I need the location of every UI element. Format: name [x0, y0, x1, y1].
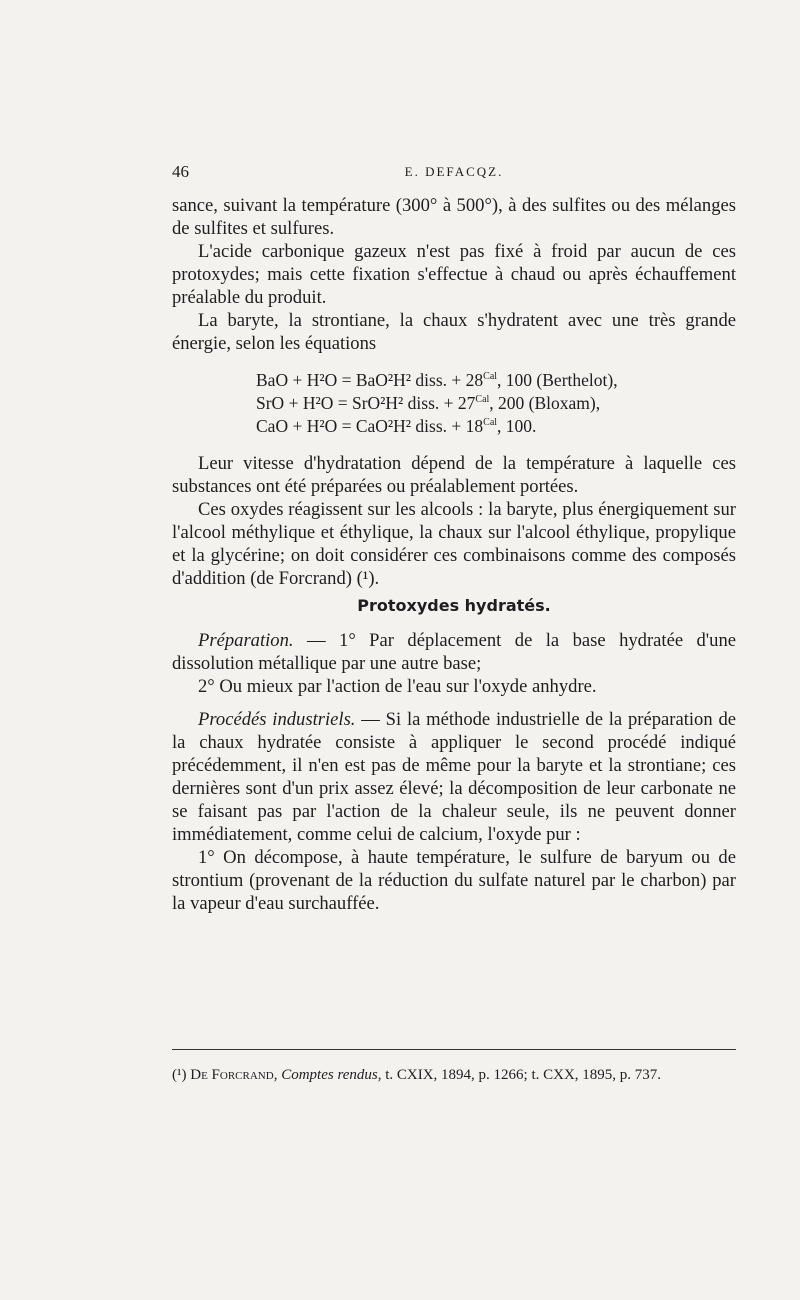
paragraph-procedes [172, 708, 736, 846]
paragraph-hydration: La baryte, la strontiane, la chaux s'hydratent avec une très grande énergie, selon les équations [172, 310, 736, 354]
footnote [172, 1066, 736, 1085]
equation-cao-rest: , 100. [497, 416, 537, 436]
equation-sro-unit: Cal [475, 394, 490, 406]
footnote-marker: (¹) [172, 1067, 191, 1083]
preparation-label: Préparation. [198, 630, 294, 651]
paragraph-alcohols: Ces oxydes réagissent sur les alcools : la baryte, plus énergiquement sur l'alcool méthylique et éthylique, la chaux sur l'alcool éthylique, propylique et la glycérine; on doit considérer ces combinaisons comme des composés d'addition (de Forcrand) (¹). [172, 499, 736, 589]
footnote-author: De Forcrand [190, 1067, 274, 1083]
equation-cao-lhs: CaO + H²O = CaO²H² diss. + 18 [256, 416, 484, 436]
page-body [172, 194, 736, 915]
paragraph-speed: Leur vitesse d'hydratation dépend de la température à laquelle ces substances ont été préparées ou préalablement portées. [172, 453, 736, 497]
paragraph-carbonic-acid: L'acide carbonique gazeux n'est pas fixé à froid par aucun de ces protoxydes; mais cette fixation s'effectue à chaud ou après échauffement préalable du produit. [172, 241, 736, 308]
equation-bao-lhs: BaO + H²O = BaO²H² diss. + 28 [256, 370, 484, 390]
paragraph-procedes-2: 1° On décompose, à haute température, le sulfure de baryum ou de strontium (provenant de la réduction du sulfate naturel par le charbon) par la vapeur d'eau surchauffée. [172, 847, 736, 914]
equation-bao [256, 369, 736, 392]
procedes-text: — Si la méthode industrielle de la préparation de la chaux hydratée consiste à appliquer le second procédé indiqué précédemment, il n'en est pas de même pour la baryte et la strontiane; ces dernières sont d'un prix assez élevé; la décomposition de leur carbonate ne se faisant pas par l'action de la chaleur seule, ils ne peuvent donner immédiatement, comme celui de calcium, l'oxyde pur : [172, 709, 736, 845]
page-number: 46 [172, 162, 189, 181]
equation-bao-unit: Cal [483, 371, 498, 383]
paragraph-continued: sance, suivant la température (300° à 500°), à des sulfites ou des mélanges de sulfites et sulfures. [172, 195, 736, 239]
equation-cao [256, 415, 736, 438]
paragraph-preparation-2: 2° Ou mieux par l'action de l'eau sur l'oxyde anhydre. [198, 676, 597, 697]
equation-sro-lhs: SrO + H²O = SrO²H² diss. + 27 [256, 393, 476, 413]
footnote-journal: Comptes rendus [281, 1067, 378, 1083]
section-heading: Protoxydes hydratés. [357, 596, 551, 615]
footnote-rule [172, 1049, 736, 1050]
page-header [172, 162, 736, 184]
equation-cao-unit: Cal [483, 417, 498, 429]
running-title: E. DEFACQZ. [404, 164, 504, 179]
paragraph-preparation [172, 629, 736, 675]
equation-sro-rest: , 200 (Bloxam), [489, 393, 601, 413]
footnote-sep: , [273, 1067, 282, 1083]
equation-sro [256, 392, 736, 415]
footnote-ref: , t. CXIX, 1894, p. 1266; t. CXX, 1895, p. 737. [377, 1067, 662, 1083]
procedes-label: Procédés industriels. [198, 709, 356, 730]
equation-bao-rest: , 100 (Berthelot), [497, 370, 618, 390]
equations-block [256, 369, 736, 438]
preparation-text: — 1° Par déplacement de la base hydratée d'une dissolution métallique par une autre base; [172, 630, 736, 674]
